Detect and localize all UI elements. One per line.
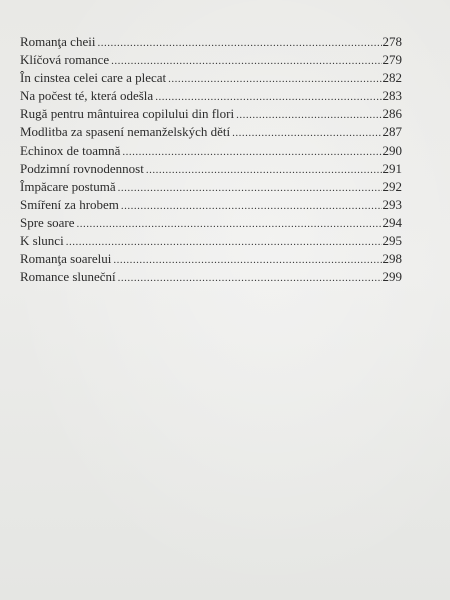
dot-leader [146, 161, 382, 179]
dot-leader [118, 269, 382, 287]
dot-leader [66, 233, 382, 251]
toc-entry-page-number: 294 [382, 214, 402, 230]
toc-entry-title: Na počest té, která odešla [20, 88, 154, 104]
toc-entry-title: Smíření za hrobem [20, 196, 119, 212]
dot-leader [232, 124, 381, 142]
toc-entry-page-number: 291 [382, 160, 402, 176]
toc-entry-title: Spre soare [20, 214, 75, 230]
toc-entry [20, 33, 402, 51]
toc-entry-page-number: 287 [382, 124, 402, 140]
dot-leader [121, 197, 382, 215]
dot-leader [118, 179, 382, 197]
toc-entry-page-number: 282 [382, 70, 402, 86]
dot-leader [77, 215, 382, 233]
toc-entry-page-number: 293 [382, 196, 402, 212]
toc-entry-page-number: 290 [382, 142, 402, 158]
toc-entry-page-number: 292 [382, 178, 402, 194]
toc-entry-page-number: 286 [382, 106, 402, 122]
toc-entry-page-number: 298 [382, 251, 402, 267]
toc-entry [20, 250, 402, 268]
dot-leader [113, 251, 381, 269]
toc-entry-title: K slunci [20, 233, 64, 249]
toc-entry-page-number: 279 [382, 52, 402, 68]
toc-entry-title: Romance sluneční [20, 269, 116, 285]
toc-entry-page-number: 299 [382, 269, 402, 285]
toc-entry-title: În cinstea celei care a plecat [20, 70, 167, 86]
toc-entry [20, 196, 402, 214]
toc-entry-page-number: 295 [382, 233, 402, 249]
toc-entry [20, 105, 402, 123]
toc-entry [20, 123, 402, 141]
dot-leader [155, 88, 381, 106]
dot-leader [122, 143, 381, 161]
toc-entry-page-number: 283 [382, 88, 402, 104]
toc-entry-title: Podzimní rovnodennost [20, 160, 144, 176]
dot-leader [111, 52, 381, 70]
toc-entry-title: Împăcare postumă [20, 178, 116, 194]
toc-entry [20, 69, 402, 87]
toc-entry-title: Echinox de toamnă [20, 142, 121, 158]
dot-leader [97, 34, 381, 52]
table-of-contents [20, 33, 402, 286]
toc-entry [20, 160, 402, 178]
dot-leader [236, 106, 381, 124]
toc-entry [20, 51, 402, 69]
toc-entry-title: Klíčová romance [20, 52, 110, 68]
toc-entry [20, 214, 402, 232]
toc-entry-title: Romanţa cheii [20, 34, 96, 49]
toc-entry-title: Modlitba za spasení nemanželských dětí [20, 124, 231, 140]
toc-entry-page-number: 278 [382, 34, 402, 49]
toc-entry [20, 142, 402, 160]
dot-leader [168, 70, 381, 88]
toc-entry-title: Rugă pentru mântuirea copilului din flori [20, 106, 235, 122]
toc-entry-title: Romanţa soarelui [20, 251, 112, 267]
toc-entry [20, 87, 402, 105]
toc-entry [20, 268, 402, 286]
toc-entry [20, 178, 402, 196]
toc-entry [20, 232, 402, 250]
